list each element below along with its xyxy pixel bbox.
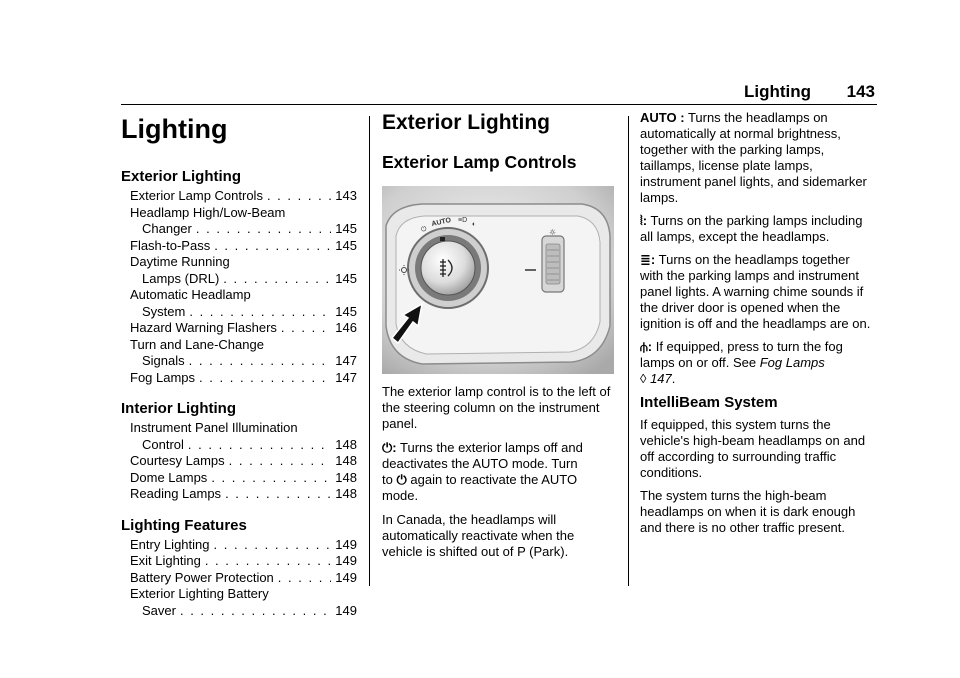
chapter-toc — [121, 168, 357, 619]
toc-entry[interactable] — [121, 254, 357, 287]
toc-section-heading: Lighting Features — [121, 516, 247, 534]
toc-entry-text: Turn and Lane-Change — [130, 336, 264, 352]
headlamps-paragraph — [640, 252, 876, 332]
off-text-again: again to reactivate the AUTO mode. — [382, 472, 578, 503]
toc-page-number: 145 — [335, 270, 357, 286]
subsection-heading: Exterior Lamp Controls — [382, 152, 577, 172]
toc-page-number: 149 — [335, 536, 357, 552]
toc-leader-dots — [180, 603, 331, 620]
toc-leader-dots — [205, 553, 331, 570]
fog-lamps-page-ref[interactable]: 147 — [650, 371, 672, 386]
parking-lamps-paragraph — [640, 213, 876, 245]
toc-entry[interactable] — [121, 320, 357, 337]
toc-entry-text: Courtesy Lamps — [130, 453, 225, 468]
toc-entry[interactable] — [121, 337, 357, 370]
toc-list — [121, 188, 357, 386]
toc-leader-dots — [281, 320, 331, 337]
header-page-number: 143 — [846, 82, 875, 101]
toc-entry[interactable] — [121, 287, 357, 320]
toc-section-heading: Exterior Lighting — [121, 168, 241, 185]
power-off-icon: ⏻ — [382, 440, 393, 455]
auto-label: AUTO : — [640, 110, 685, 125]
toc-entry[interactable] — [121, 420, 357, 453]
toc-entry-text: Exit Lighting — [130, 553, 201, 568]
toc-entry-text: Reading Lamps — [130, 486, 222, 501]
right-column — [640, 110, 876, 543]
toc-page-number: 145 — [335, 237, 357, 253]
intellibeam-paragraph-1: If equipped, this system turns the vehicle's high-beam headlamps on and off according to surrounding traffic conditions. — [640, 417, 866, 480]
toc-page-number: 143 — [335, 188, 357, 203]
auto-text: Turns the headlamps on automatically at normal brightness, together with the parking lamps, taillamps, license plate lamps, instrument panel lights, and sidemarker lamps. — [640, 110, 867, 205]
fog-colon: : — [647, 339, 653, 354]
toc-page-number: 147 — [335, 369, 357, 385]
toc-entry[interactable] — [121, 453, 357, 470]
toc-entry[interactable] — [121, 238, 357, 255]
toc-entry-text: Entry Lighting — [130, 536, 210, 552]
toc-entry-text: Saver — [142, 602, 176, 618]
toc-entry[interactable] — [121, 537, 357, 554]
header-section-title: Lighting — [743, 82, 811, 101]
fog-text: If equipped, press to turn the fog lamps on or off. See — [640, 339, 843, 370]
lamp-control-intro: The exterior lamp control is to the left of the steering column on the instrument panel. — [382, 384, 611, 431]
auto-paragraph — [640, 110, 876, 206]
toc-page-number: 148 — [335, 436, 357, 452]
toc-entry[interactable] — [121, 205, 357, 238]
toc-entry[interactable] — [121, 188, 357, 205]
toc-page-number: 148 — [335, 486, 357, 501]
fog-lamps-reference[interactable]: Fog Lamps — [759, 355, 825, 370]
toc-leader-dots — [196, 221, 331, 238]
off-colon: : — [392, 440, 397, 455]
off-text-to: to — [382, 472, 393, 487]
toc-section-heading: Interior Lighting — [121, 400, 236, 417]
parking-text: Turns on the parking lamps including all lamps, except the headlamps. — [640, 213, 863, 244]
toc-entry-text: Fog Lamps — [130, 369, 196, 385]
toc-leader-dots — [189, 304, 331, 321]
headlamp-colon: : — [650, 252, 656, 267]
lamp-control-figure — [382, 186, 614, 374]
toc-leader-dots — [278, 570, 332, 587]
parking-colon: : — [642, 213, 648, 228]
lamp-control-illustration — [382, 186, 614, 374]
toc-entry-text: Battery Power Protection — [130, 569, 274, 585]
running-header — [121, 82, 877, 104]
toc-entry-text: Signals — [142, 353, 185, 368]
column-rule-right — [628, 116, 629, 586]
fog-lamp-icon-inline: ⫛ — [640, 339, 648, 354]
dial-label-auto: AUTO — [430, 217, 452, 228]
toc-entry-text: Control — [142, 436, 184, 452]
toc-leader-dots — [199, 370, 331, 387]
fog-lamps-paragraph — [640, 339, 876, 387]
toc-entry[interactable] — [121, 370, 357, 387]
toc-list — [121, 420, 357, 503]
page-ref-icon: ◊ — [640, 371, 647, 386]
toc-entry-text: System — [142, 303, 186, 319]
toc-page-number: 149 — [335, 569, 357, 585]
headlamp-text: Turns on the headlamps together with the parking lamps and instrument panel lights. A warning chime sounds if the driver door is opened when the ignition is off and the headlamps are on. — [640, 252, 871, 331]
power-off-icon-inline: ⏻ — [396, 472, 407, 487]
toc-leader-dots — [223, 271, 331, 288]
toc-page-number: 148 — [335, 453, 357, 468]
toc-entry-text: Daytime Running — [130, 254, 230, 269]
toc-leader-dots — [211, 470, 331, 487]
header-rule — [121, 104, 877, 105]
middle-column — [382, 108, 616, 568]
toc-leader-dots — [214, 537, 332, 554]
toc-page-number: 145 — [335, 303, 357, 319]
svg-text:⏻: ⏻ — [420, 225, 428, 234]
toc-leader-dots — [214, 238, 331, 255]
toc-page-number: 149 — [335, 602, 357, 618]
toc-page-number: 145 — [335, 221, 357, 236]
toc-leader-dots — [188, 437, 331, 454]
toc-entry-text: Instrument Panel Illumination — [130, 420, 298, 435]
toc-page-number: 148 — [335, 469, 357, 485]
svg-text:☼: ☼ — [549, 228, 557, 237]
off-text: Turns the exterior lamps off and deactivates the AUTO mode. Turn — [382, 440, 583, 471]
svg-text:◐: ◐ — [472, 221, 477, 228]
toc-list — [121, 537, 357, 620]
off-paragraph — [382, 440, 616, 504]
chapter-toc-column — [121, 108, 357, 619]
toc-entry-text: Hazard Warning Flashers — [130, 320, 277, 335]
toc-page-number: 147 — [335, 353, 357, 368]
toc-entry-text: Exterior Lamp Controls — [130, 188, 263, 203]
toc-entry-text: Automatic Headlamp — [130, 287, 251, 302]
toc-entry[interactable] — [121, 553, 357, 570]
column-rule-left — [369, 116, 370, 586]
intellibeam-heading: IntelliBeam System — [640, 394, 778, 411]
chapter-title: Lighting — [121, 114, 228, 144]
toc-page-number: 146 — [335, 320, 357, 335]
toc-entry-text: Dome Lamps — [130, 469, 208, 485]
toc-entry-text: Flash-to-Pass — [130, 237, 211, 253]
svg-text:≡D: ≡D — [458, 217, 468, 224]
fog-end: . — [671, 371, 676, 386]
intellibeam-paragraph-2: The system turns the high-beam headlamps on when it is dark enough and there is no other traffic present. — [640, 488, 856, 535]
section-heading: Exterior Lighting — [382, 111, 550, 134]
toc-leader-dots — [189, 353, 332, 370]
toc-page-number: 149 — [335, 553, 357, 568]
toc-entry[interactable] — [121, 470, 357, 487]
headlamp-icon: ≣ — [640, 252, 651, 267]
parking-lamp-icon: ⦚ — [640, 213, 643, 228]
toc-entry[interactable] — [121, 570, 357, 587]
toc-entry-text: Lamps (DRL) — [142, 270, 220, 286]
toc-entry[interactable] — [121, 586, 357, 619]
toc-leader-dots — [267, 188, 331, 205]
canada-paragraph: In Canada, the headlamps will automatically reactivate when the vehicle is shifted out of P (Park). — [382, 512, 575, 559]
toc-entry-text: Changer — [142, 221, 192, 236]
toc-entry-text: Headlamp High/Low-Beam — [130, 204, 286, 220]
toc-leader-dots — [225, 486, 331, 503]
toc-entry[interactable] — [121, 486, 357, 503]
toc-entry-text: Exterior Lighting Battery — [130, 586, 269, 601]
toc-leader-dots — [229, 453, 332, 470]
